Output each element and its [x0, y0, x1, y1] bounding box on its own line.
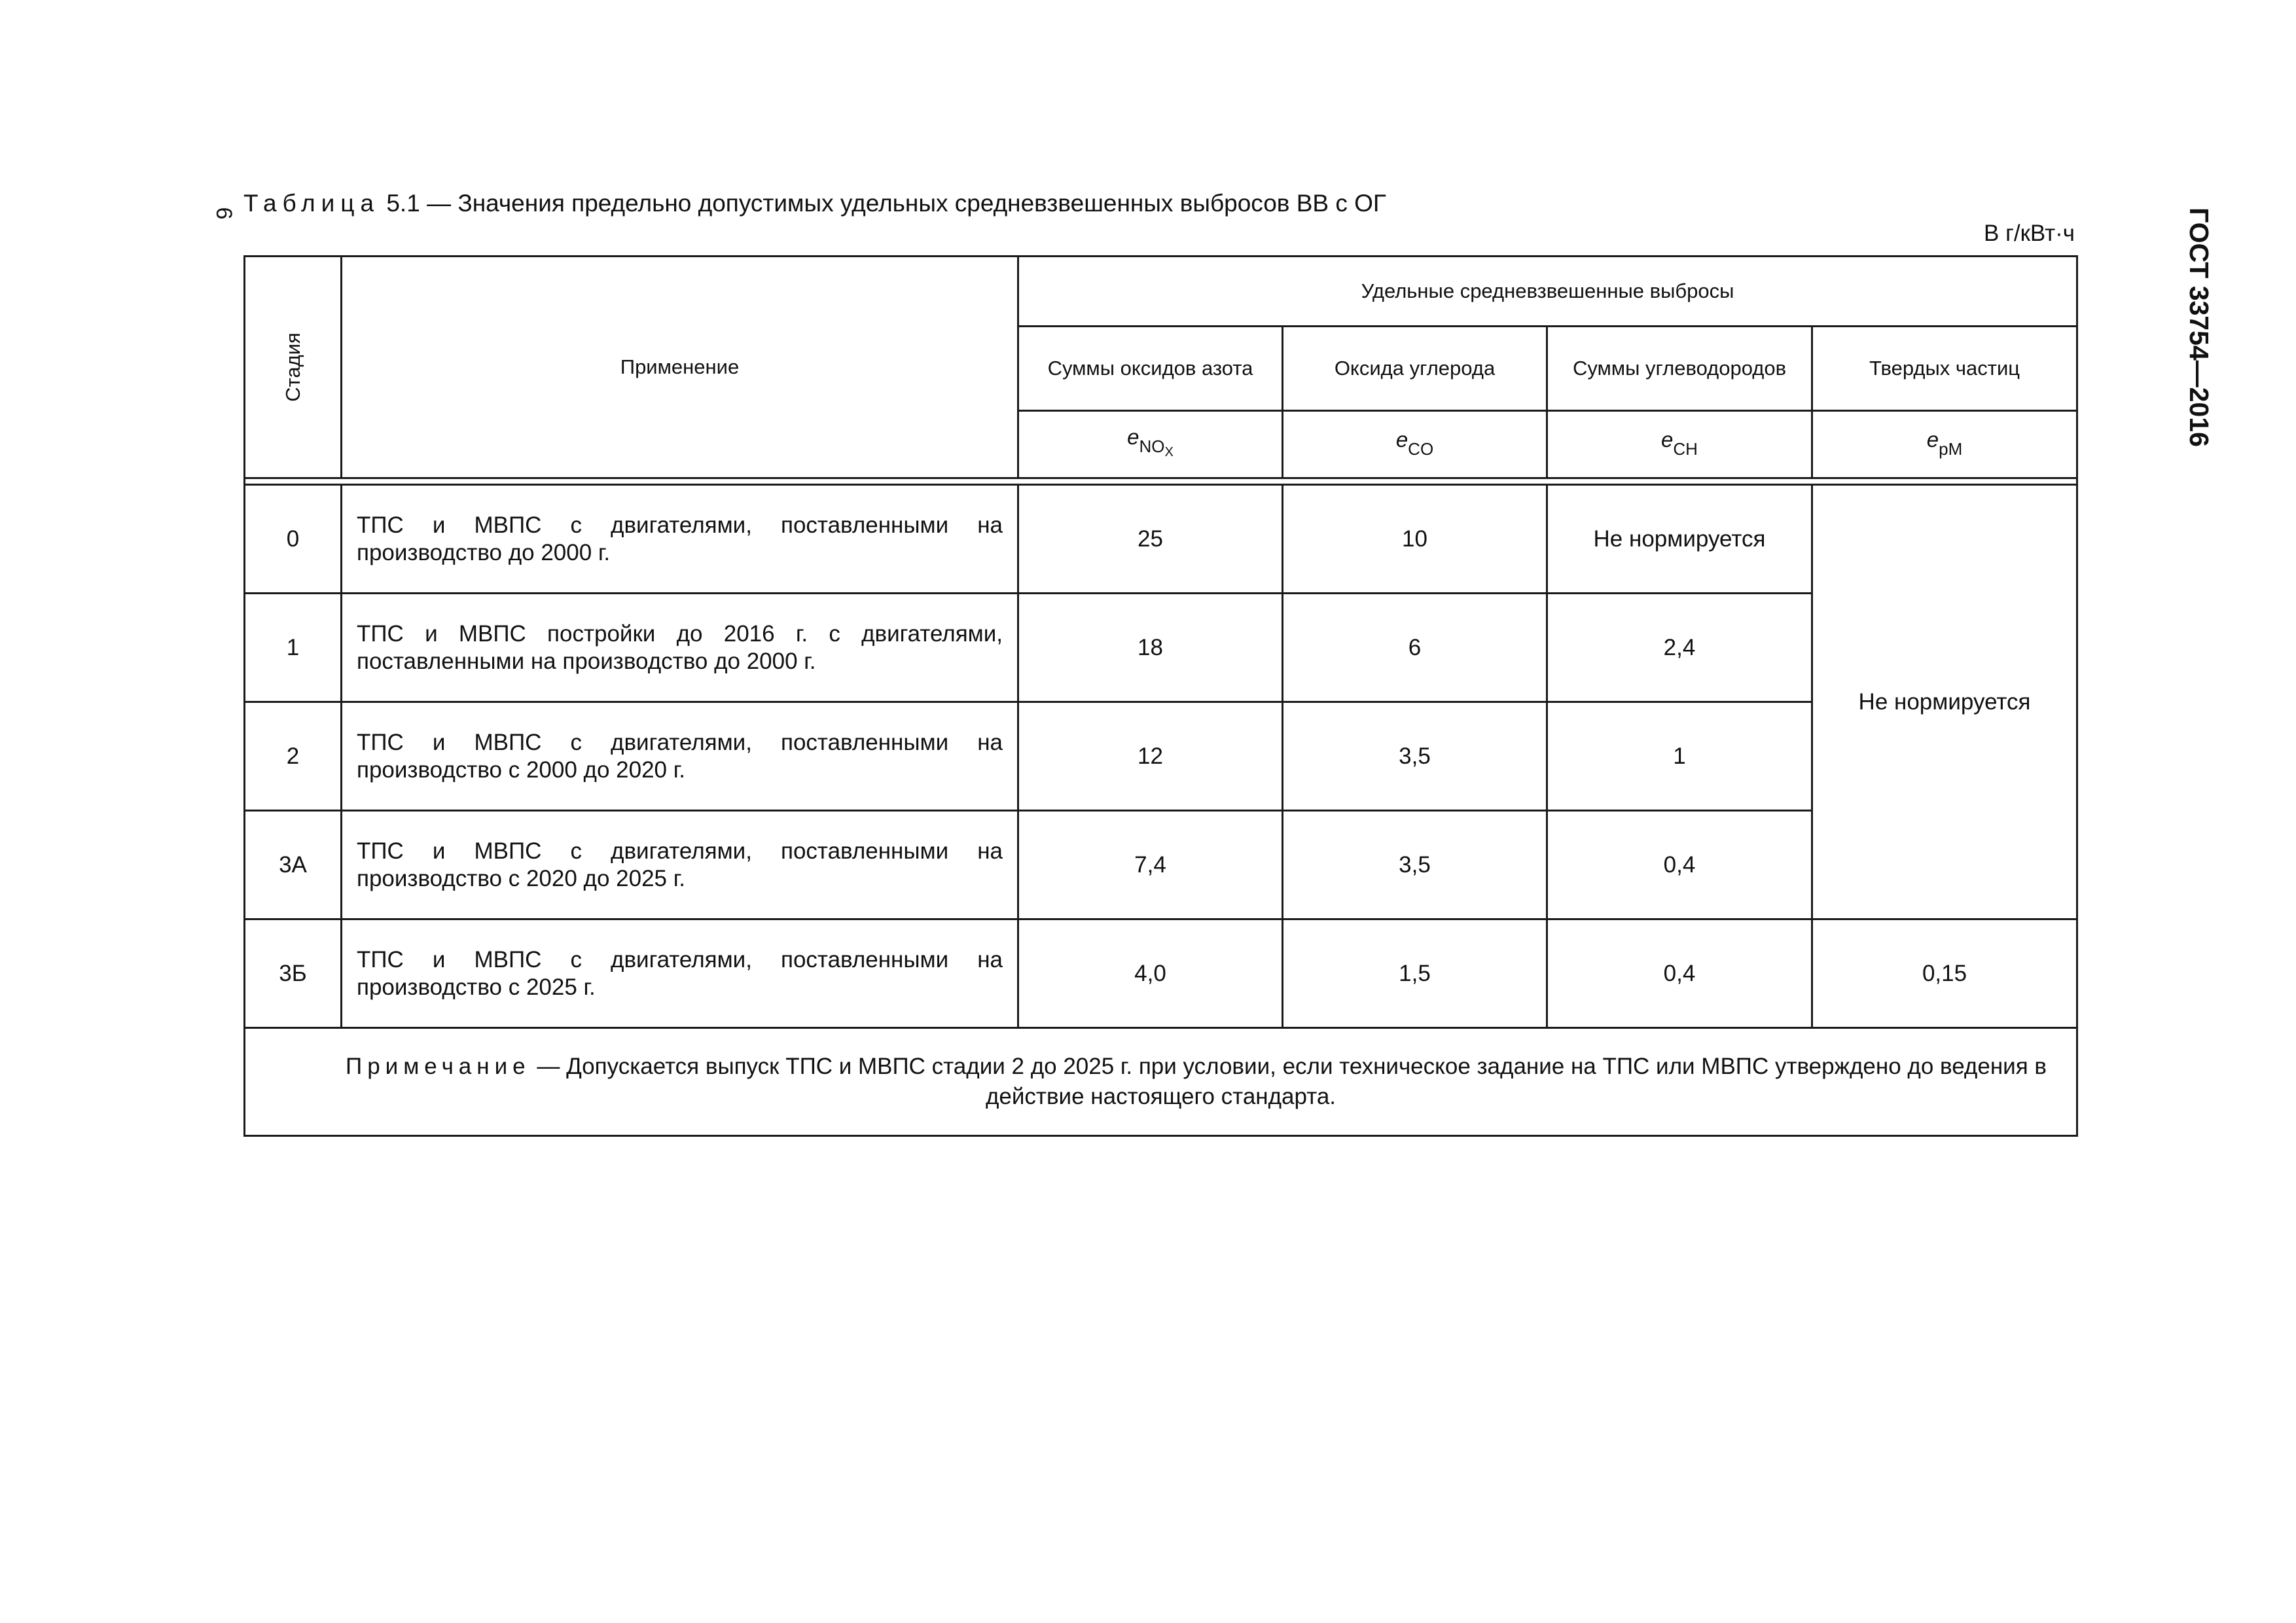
co-symbol-letter: e — [1395, 427, 1408, 452]
application-cell: ТПС и МВПС с двигателями, поставленными на производство с 2020 до 2025 г. — [342, 811, 1018, 919]
stage-cell: 3Б — [245, 919, 342, 1028]
co-value: 10 — [1283, 485, 1547, 594]
emissions-table — [243, 255, 2078, 1137]
pm-value: 0,15 — [1812, 919, 2077, 1028]
pm-column-header: Твердых частиц — [1812, 327, 2077, 411]
nox-value: 7,4 — [1018, 811, 1283, 919]
application-cell: ТПС и МВПС с двигателями, поставленными на производство до 2000 г. — [342, 485, 1018, 594]
table-row — [245, 702, 2077, 811]
table-note-row — [245, 1028, 2077, 1136]
table-row — [245, 811, 2077, 919]
application-cell: ТПС и МВПС постройки до 2016 г. с двигателями, поставленными на производство до 2000 г. — [342, 594, 1018, 702]
application-header: Применение — [342, 257, 1018, 478]
nox-column-header: Суммы оксидов азота — [1018, 327, 1283, 411]
header-separator — [245, 478, 2077, 485]
stage-cell: 2 — [245, 702, 342, 811]
nox-value: 25 — [1018, 485, 1283, 594]
table-note — [245, 1028, 2077, 1136]
table-row — [245, 485, 2077, 594]
co-column-header: Оксида углерода — [1283, 327, 1547, 411]
nox-value: 4,0 — [1018, 919, 1283, 1028]
table-row — [245, 919, 2077, 1028]
co-symbol — [1283, 411, 1547, 478]
co-symbol-subscript: CO — [1408, 439, 1434, 459]
nox-symbol-subsubscript: X — [1164, 444, 1174, 459]
stage-header-cell — [245, 257, 342, 478]
pm-symbol — [1812, 411, 2077, 478]
application-cell: ТПС и МВПС с двигателями, поставленными на производство с 2000 до 2020 г. — [342, 702, 1018, 811]
ch-symbol-subscript: CH — [1673, 439, 1698, 459]
co-value: 3,5 — [1283, 702, 1547, 811]
note-label: Примечание — [346, 1054, 531, 1079]
emissions-group-header: Удельные средневзвешенные выбросы — [1018, 257, 2077, 327]
table-header-row-1 — [245, 257, 2077, 327]
note-text: — Допускается выпуск ТПС и МВПС стадии 2 до 2025 г. при условии, если техническое задание на ТПС или МВПС утверждено до ведения в действие настоящего стандарта. — [530, 1054, 2047, 1109]
table-row — [245, 594, 2077, 702]
stage-header: Стадия — [281, 332, 304, 402]
nox-symbol-subscript: NO — [1139, 436, 1165, 456]
nox-symbol — [1018, 411, 1283, 478]
nox-value: 18 — [1018, 594, 1283, 702]
ch-symbol-letter: e — [1661, 427, 1674, 452]
table-caption-label: Таблица — [243, 190, 380, 217]
pm-symbol-letter: e — [1926, 427, 1939, 452]
stage-cell: 3А — [245, 811, 342, 919]
stage-cell: 0 — [245, 485, 342, 594]
application-cell: ТПС и МВПС с двигателями, поставленными на производство с 2025 г. — [342, 919, 1018, 1028]
header-separator-cell — [245, 478, 2077, 485]
pm-value-merged: Не нормируется — [1812, 485, 2077, 919]
pm-symbol-subscript: pM — [1939, 439, 1963, 459]
ch-value: 1 — [1547, 702, 1812, 811]
co-value: 6 — [1283, 594, 1547, 702]
co-value: 1,5 — [1283, 919, 1547, 1028]
ch-column-header: Суммы углеводородов — [1547, 327, 1812, 411]
page-number: 6 — [211, 207, 236, 220]
nox-value: 12 — [1018, 702, 1283, 811]
table-caption-text: 5.1 — Значения предельно допустимых удельных средневзвешенных выбросов ВВ с ОГ — [386, 190, 1386, 217]
document-code: ГОСТ 33754—2016 — [2184, 207, 2214, 447]
ch-value: Не нормируется — [1547, 485, 1812, 594]
table-units: В г/кВт·ч — [1984, 221, 2075, 246]
ch-value: 0,4 — [1547, 919, 1812, 1028]
ch-symbol — [1547, 411, 1812, 478]
nox-symbol-letter: e — [1127, 424, 1139, 449]
co-value: 3,5 — [1283, 811, 1547, 919]
ch-value: 2,4 — [1547, 594, 1812, 702]
table-caption — [243, 187, 1386, 220]
stage-cell: 1 — [245, 594, 342, 702]
ch-value: 0,4 — [1547, 811, 1812, 919]
